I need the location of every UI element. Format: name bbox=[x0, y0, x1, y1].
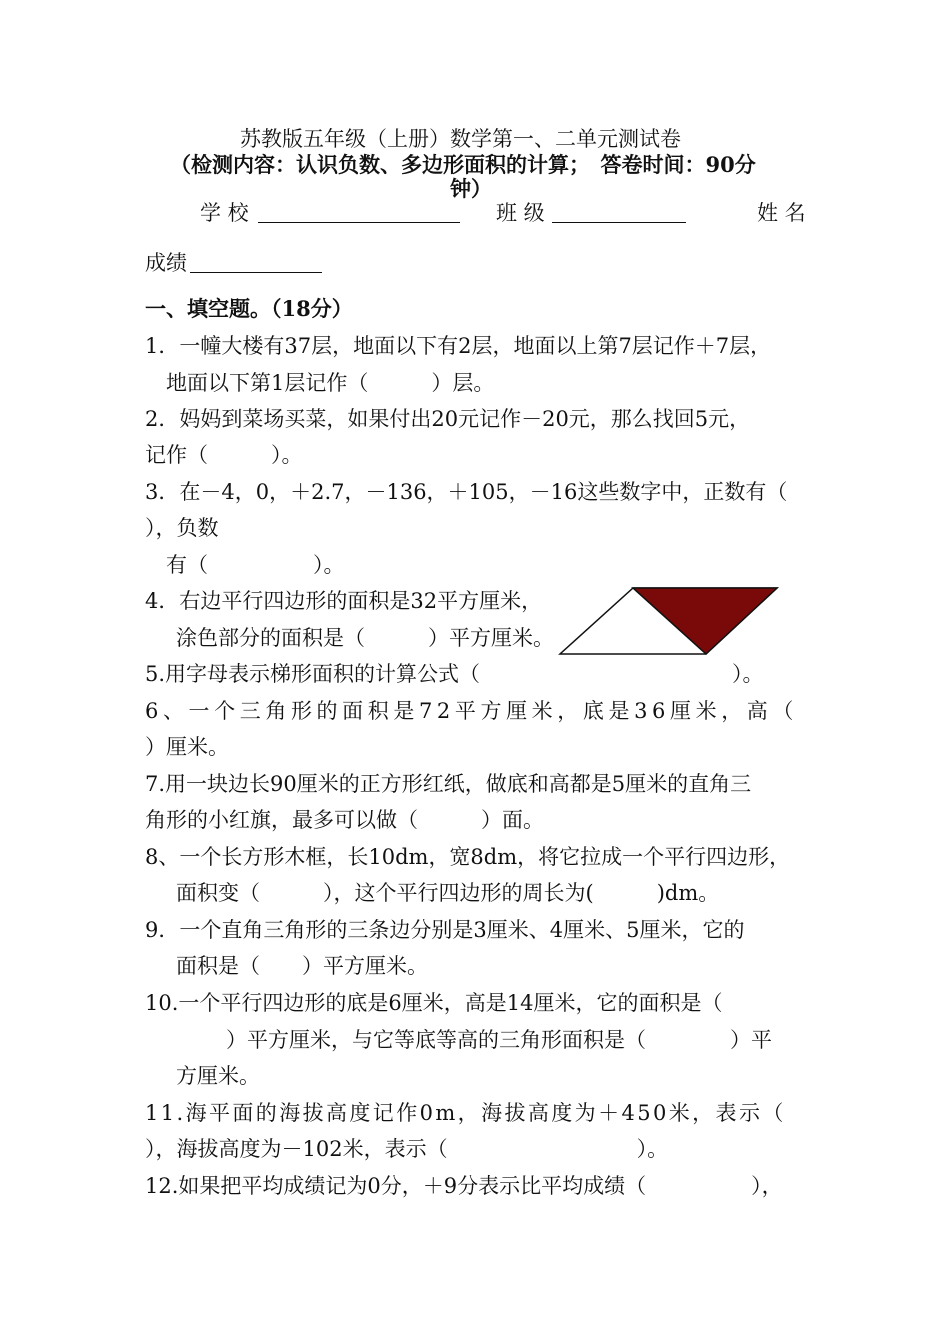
question-9-line-2: 面积是（ ）平方厘米。 bbox=[176, 954, 428, 978]
question-1-line-2: 地面以下第1层记作（ ）层。 bbox=[166, 371, 495, 395]
question-7-line-1: 7.用一块边长90厘米的正方形红纸，做底和高都是5厘米的直角三 bbox=[145, 772, 752, 796]
question-3-line-3: 有（ ）。 bbox=[166, 553, 345, 577]
question-11-line-2: ），海拔高度为－102米，表示（ ）。 bbox=[145, 1137, 669, 1161]
question-8-line-1: 8、一个长方形木框，长10dm，宽8dm，将它拉成一个平行四边形， bbox=[145, 845, 791, 869]
score-label: 成绩 bbox=[145, 251, 187, 275]
question-12-line-1: 12.如果把平均成绩记为0分，＋9分表示比平均成绩（ ）， bbox=[145, 1174, 783, 1198]
question-2-line-1: 2．妈妈到菜场买菜，如果付出20元记作－20元，那么找回5元， bbox=[145, 407, 751, 431]
subtitle-line-1: （检测内容：认识负数、多边形面积的计算； 答卷时间：90分 bbox=[170, 152, 756, 177]
question-10-line-2: ）平方厘米，与它等底等高的三角形面积是（ ）平 bbox=[226, 1028, 772, 1052]
question-11-line-1: 11.海平面的海拔高度记作0m，海拔高度为＋450米，表示（ bbox=[145, 1101, 786, 1125]
question-3-line-2: ），负数 bbox=[145, 516, 219, 540]
question-4-line-2: 涂色部分的面积是（ ）平方厘米。 bbox=[176, 626, 554, 650]
question-1-line-1: 1．一幢大楼有37层，地面以下有2层，地面以上第7层记作＋7层， bbox=[145, 334, 772, 358]
section-heading: 一、填空题。（18分） bbox=[145, 296, 353, 321]
class-label: 班 级 bbox=[496, 201, 545, 225]
question-2-line-2: 记作（ ）。 bbox=[145, 443, 303, 467]
question-9-line-1: 9．一个直角三角形的三条边分别是3厘米、4厘米、5厘米，它的 bbox=[145, 918, 745, 942]
name-label: 姓 名 bbox=[757, 201, 806, 225]
shaded-triangle bbox=[633, 588, 777, 654]
question-10-line-1: 10.一个平行四边形的底是6厘米，高是14厘米，它的面积是（ bbox=[145, 991, 723, 1015]
question-5: 5.用字母表示梯形面积的计算公式（ ）。 bbox=[145, 662, 764, 686]
question-7-line-2: 角形的小红旗，最多可以做（ ）面。 bbox=[145, 808, 544, 832]
question-10-line-3: 方厘米。 bbox=[176, 1064, 260, 1088]
question-8-line-2: 面积变（ ），这个平行四边形的周长为( )dm。 bbox=[176, 881, 720, 905]
question-3-line-1: 3．在－4，0，＋2.7，－136，＋105，－16这些数字中，正数有（ bbox=[145, 480, 788, 504]
question-6-line-2: ）厘米。 bbox=[145, 735, 229, 759]
school-label: 学 校 bbox=[200, 201, 249, 225]
page-title: 苏教版五年级（上册）数学第一、二单元测试卷 bbox=[240, 127, 681, 151]
question-4-line-1: 4．右边平行四边形的面积是32平方厘米， bbox=[145, 589, 543, 613]
subtitle-line-2: 钟） bbox=[450, 176, 492, 201]
question-6-line-1: 6、一个三角形的面积是72平方厘米，底是36厘米，高（ bbox=[145, 699, 799, 723]
